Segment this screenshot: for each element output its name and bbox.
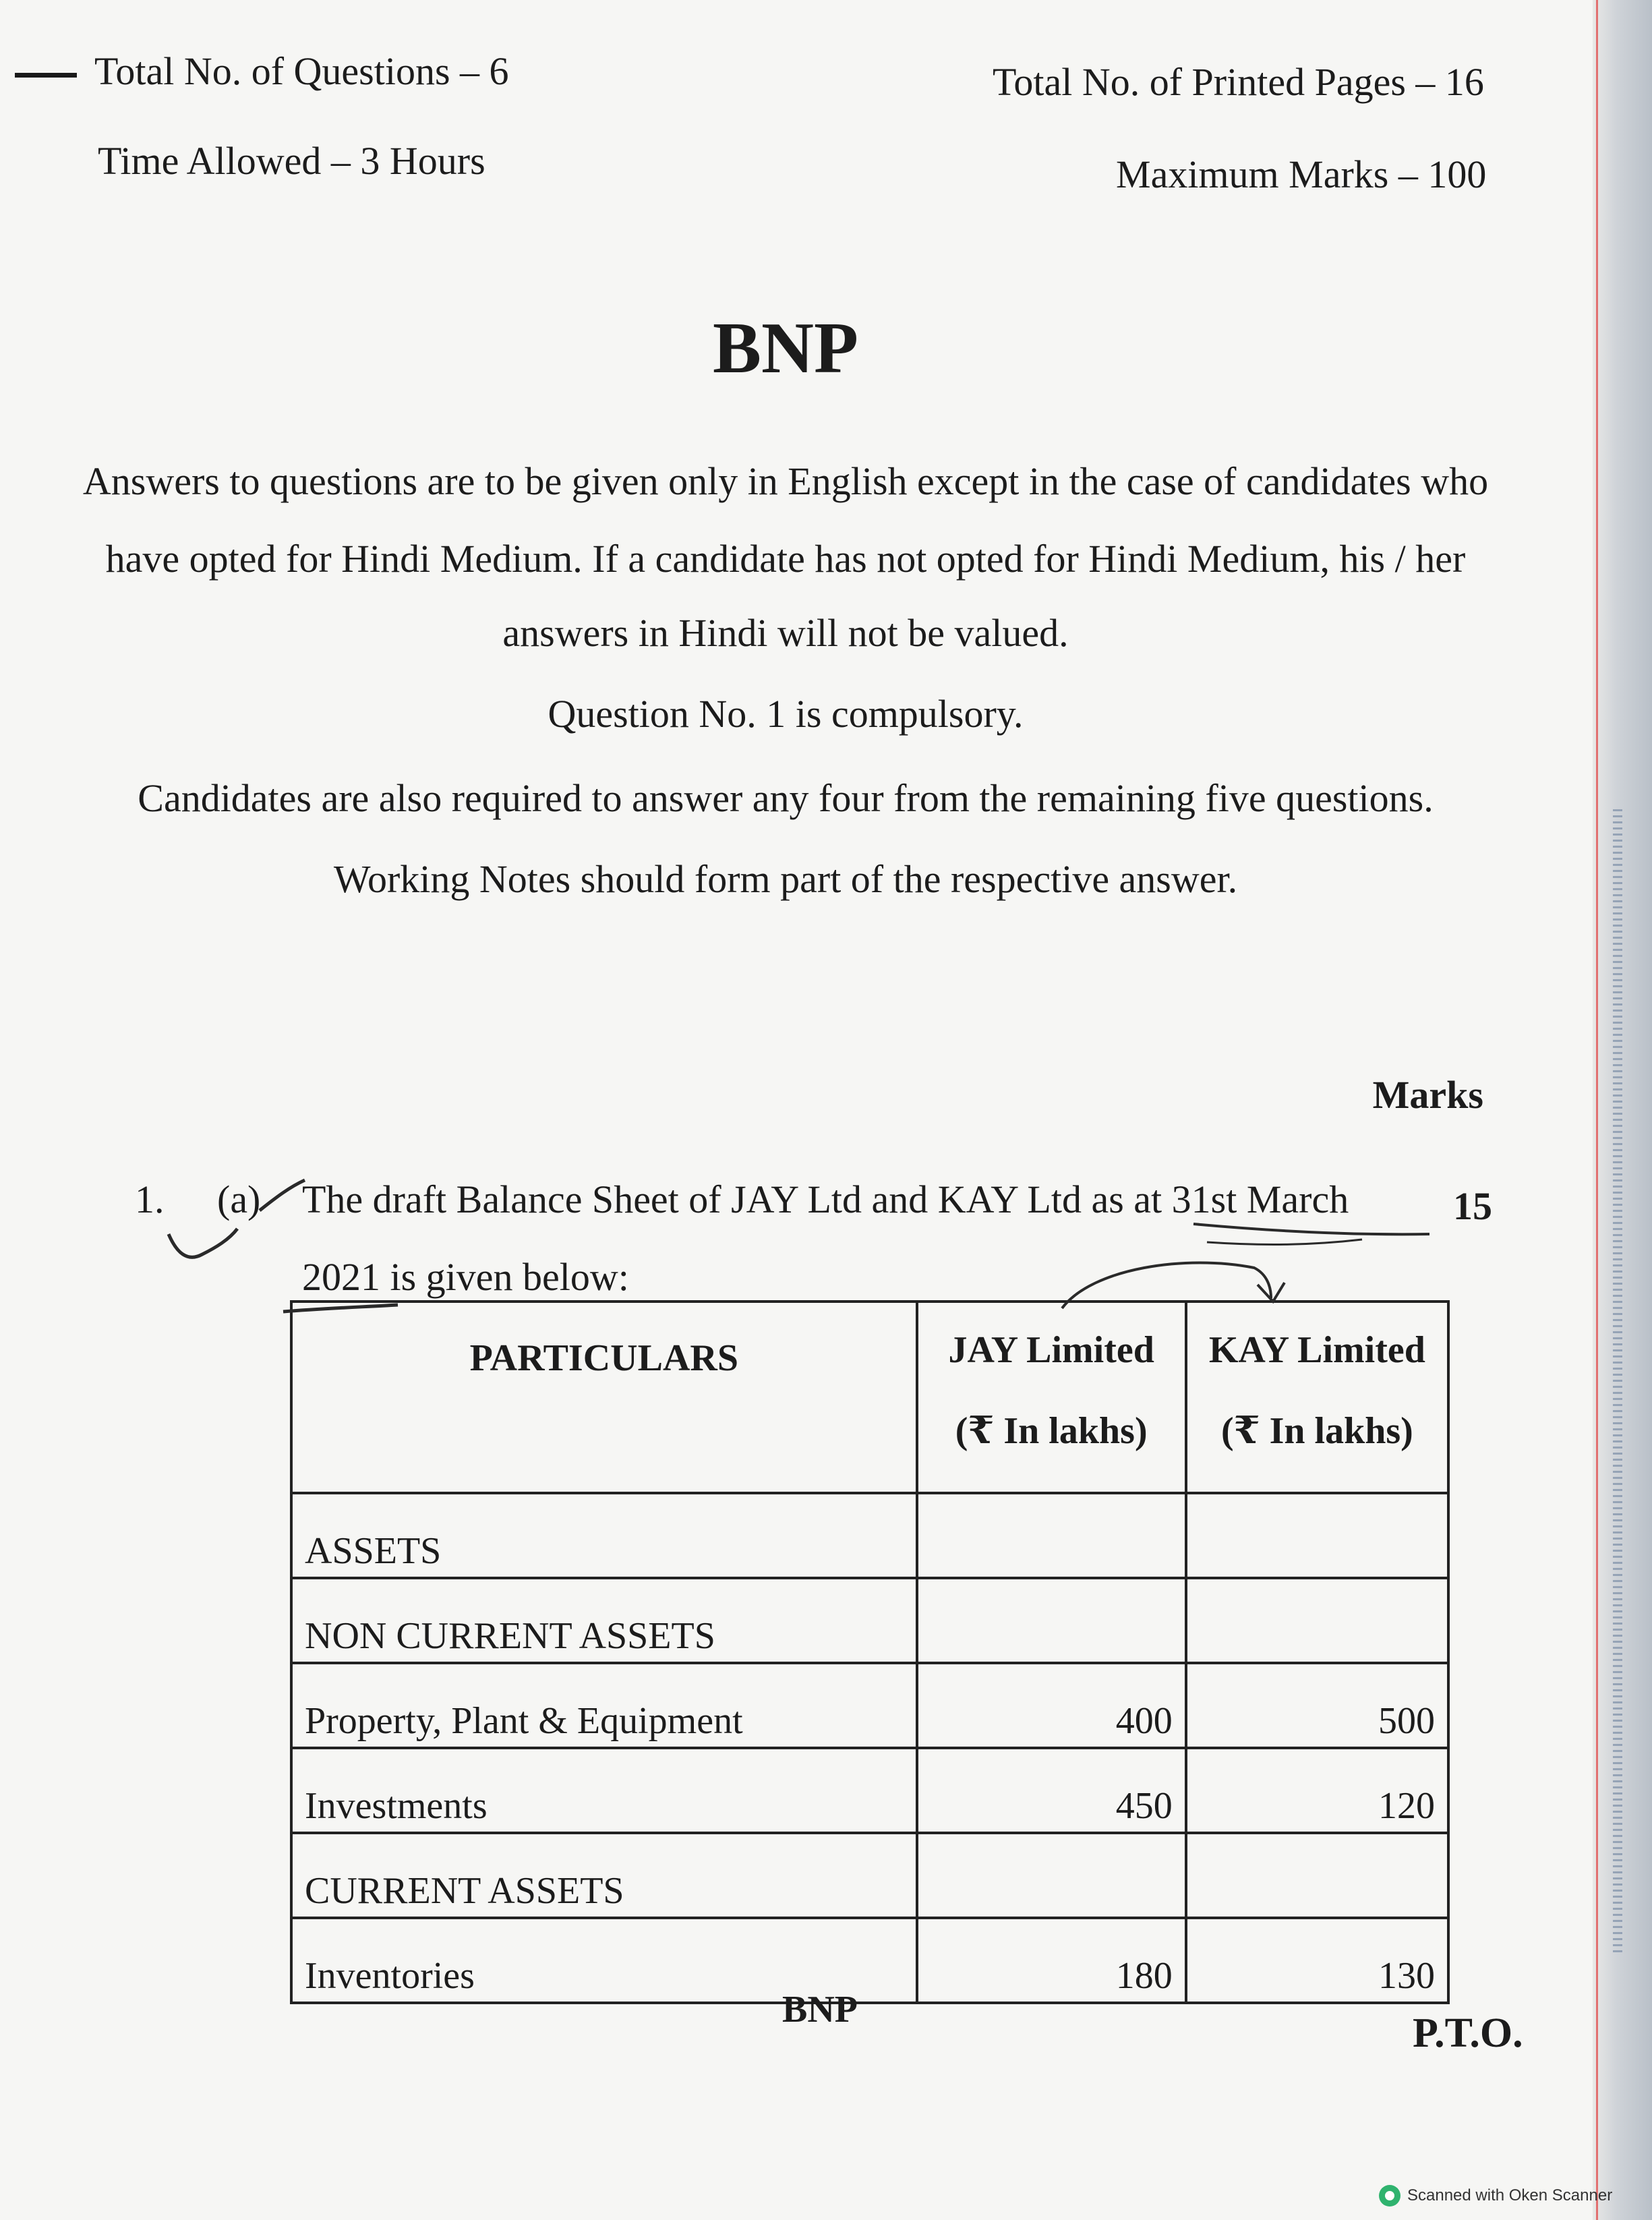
scanner-logo-icon bbox=[1379, 2185, 1400, 2207]
question-number: 1. bbox=[135, 1177, 165, 1221]
table-edge-annotation bbox=[283, 1305, 398, 1312]
question-text-line-2: 2021 is given below: bbox=[302, 1255, 629, 1299]
row-label: Investments bbox=[291, 1748, 917, 1833]
instruction-line-4: Question No. 1 is compulsory. bbox=[548, 692, 1024, 736]
instruction-line-6: Working Notes should form part of the respective answer. bbox=[333, 857, 1238, 901]
date-underline-annotation bbox=[1207, 1239, 1362, 1244]
printed-pages: Total No. of Printed Pages – 16 bbox=[993, 60, 1484, 104]
pto-label: P.T.O. bbox=[1413, 2010, 1523, 2056]
footer-code: BNP bbox=[782, 1989, 858, 2031]
header-kay-name: KAY Limited bbox=[1208, 1329, 1425, 1371]
row-jay-value: 180 bbox=[917, 1918, 1186, 2003]
instruction-line-1: Answers to questions are to be given only in English except in the case of candidates who bbox=[82, 459, 1489, 503]
scanner-watermark-text: Scanned with Oken Scanner bbox=[1407, 2186, 1613, 2204]
check-mark-annotation bbox=[169, 1229, 237, 1257]
paper-title: BNP bbox=[713, 308, 858, 388]
row-label: NON CURRENT ASSETS bbox=[291, 1578, 917, 1663]
row-label: CURRENT ASSETS bbox=[291, 1833, 917, 1918]
date-underline-annotation bbox=[1193, 1224, 1429, 1234]
row-label: Property, Plant & Equipment bbox=[291, 1663, 917, 1748]
row-jay-value: 400 bbox=[917, 1663, 1186, 1748]
sub-part-stroke-annotation bbox=[260, 1180, 305, 1210]
instruction-line-5: Candidates are also required to answer any four from the remaining five questions. bbox=[138, 776, 1434, 820]
arrow-annotation bbox=[1062, 1263, 1271, 1309]
row-kay-value: 500 bbox=[1186, 1663, 1448, 1748]
row-kay-value: 130 bbox=[1186, 1918, 1448, 2003]
header-particulars: PARTICULARS bbox=[291, 1302, 917, 1493]
scanner-watermark bbox=[1379, 2184, 1612, 2208]
marks-heading: Marks bbox=[1372, 1073, 1483, 1117]
header-jay-name: JAY Limited bbox=[948, 1329, 1154, 1371]
header-jay-unit: (₹ In lakhs) bbox=[955, 1410, 1148, 1452]
question-text-line-1: The draft Balance Sheet of JAY Ltd and KAY Ltd as at 31st March bbox=[302, 1177, 1349, 1221]
total-questions: Total No. of Questions – 6 bbox=[94, 49, 509, 93]
question-sub-part: (a) bbox=[217, 1177, 261, 1221]
row-kay-value: 120 bbox=[1186, 1748, 1448, 1833]
row-jay-value: 450 bbox=[917, 1748, 1186, 1833]
row-label: Inventories bbox=[291, 1918, 917, 2003]
instruction-line-3: answers in Hindi will not be valued. bbox=[502, 611, 1069, 655]
header-kay-unit: (₹ In lakhs) bbox=[1220, 1410, 1413, 1452]
question-marks: 15 bbox=[1453, 1184, 1492, 1228]
row-label: ASSETS bbox=[291, 1493, 917, 1578]
instruction-line-2: have opted for Hindi Medium. If a candidate has not opted for Hindi Medium, his / her bbox=[105, 537, 1466, 581]
time-allowed: Time Allowed – 3 Hours bbox=[98, 139, 485, 183]
maximum-marks: Maximum Marks – 100 bbox=[1116, 152, 1487, 196]
